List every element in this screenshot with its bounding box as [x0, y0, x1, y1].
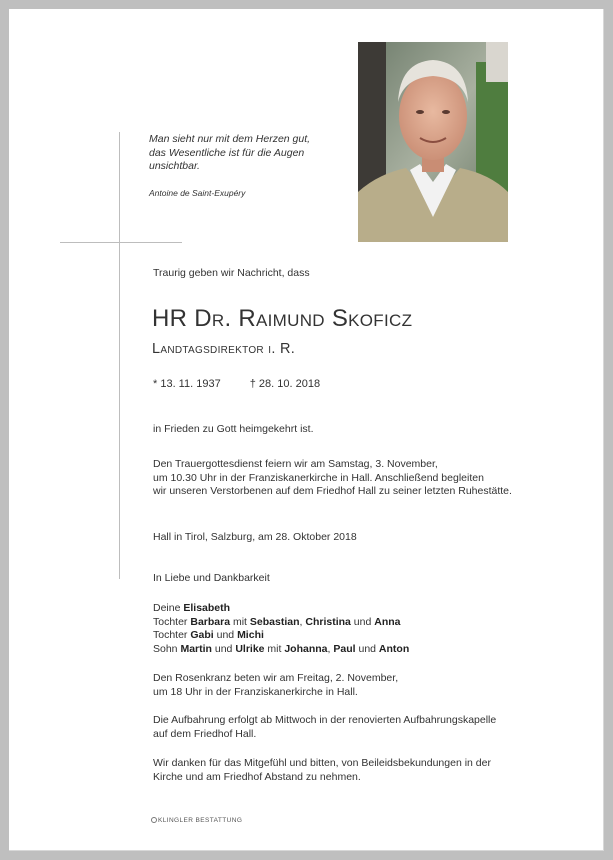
cross-horizontal-bar: [60, 242, 182, 243]
place-date: Hall in Tirol, Salzburg, am 28. Oktober 2018: [153, 531, 357, 543]
logo-mark-icon: [151, 817, 157, 823]
family-line: Deine Elisabeth: [153, 602, 231, 614]
thanks-line: Kirche und am Friedhof Abstand zu nehmen.: [153, 770, 361, 783]
obituary-page: [9, 9, 604, 851]
laying-out-info: [153, 714, 496, 741]
rosary-line: Den Rosenkranz beten wir am Freitag, 2. November,: [153, 672, 399, 684]
death-date: † 28. 10. 2018: [249, 378, 321, 390]
family-line: Tochter Gabi und Michi: [153, 629, 264, 641]
deceased-name: HR Dr. Raimund Skoficz: [152, 305, 413, 332]
service-line: um 10.30 Uhr in der Franziskanerkirche in Hall. Anschließend begleiten: [153, 471, 484, 484]
heimgekehrt-text: in Frieden zu Gott heimgekehrt ist.: [153, 423, 314, 435]
rosary-line: um 18 Uhr in der Franziskanerkirche in Hall.: [153, 685, 358, 698]
rosary-info: [153, 672, 398, 699]
quote-author: Antoine de Saint-Exupéry: [149, 188, 246, 198]
service-line: wir unseren Verstorbenen auf dem Friedhof Hall zu seiner letzten Ruhestätte.: [153, 485, 512, 497]
laying-line: Die Aufbahrung erfolgt ab Mittwoch in der renovierten Aufbahrungskapelle: [153, 714, 497, 726]
laying-line: auf dem Friedhof Hall.: [153, 727, 257, 740]
family-list: [153, 602, 409, 656]
thanks-text: [153, 757, 491, 784]
closing-phrase: In Liebe und Dankbarkeit: [153, 572, 270, 584]
thanks-line: Wir danken für das Mitgefühl und bitten, von Beileidsbekundungen in der: [153, 757, 491, 769]
family-line: Sohn Martin und Ulrike mit Johanna, Paul und Anton: [153, 642, 410, 655]
quote: [149, 133, 359, 174]
deceased-title: Landtagsdirektor i. R.: [152, 341, 296, 357]
life-dates: [153, 378, 320, 392]
intro-text: Traurig geben wir Nachricht, dass: [153, 267, 310, 279]
funeral-home-logo: [151, 817, 242, 824]
birth-date: * 13. 11. 1937: [153, 378, 221, 390]
quote-line: das Wesentliche ist für die Augen: [149, 146, 305, 159]
quote-line: unsichtbar.: [149, 160, 200, 172]
quote-line: Man sieht nur mit dem Herzen gut,: [149, 133, 311, 145]
cross-vertical-bar: [119, 132, 120, 579]
funeral-service: [153, 458, 512, 499]
service-line: Den Trauergottesdienst feiern wir am Samstag, 3. November,: [153, 458, 438, 470]
family-line: Tochter Barbara mit Sebastian, Christina und Anna: [153, 615, 401, 628]
portrait-photo: [358, 42, 508, 242]
logo-text: KLINGLER BESTATTUNG: [158, 817, 243, 824]
